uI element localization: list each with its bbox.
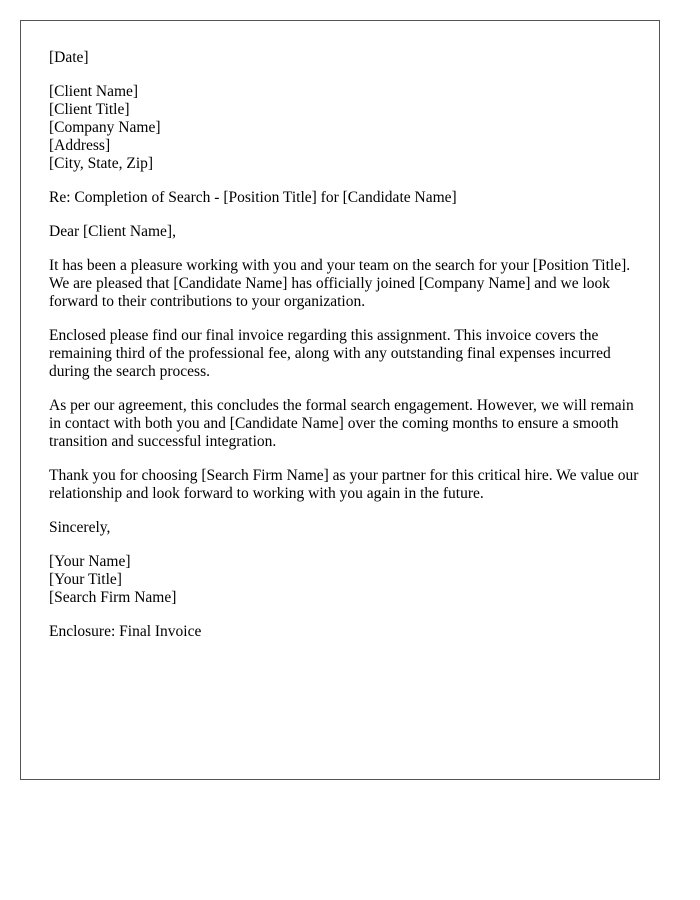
paragraph-1: It has been a pleasure working with you and your team on the search for your [Position Title]. We are pleased that [Candidate Name] has officially joined [Company Name] and we look forward to their contributions to your organization. <box>49 257 631 310</box>
date: [Date] <box>49 49 89 66</box>
subject: Re: Completion of Search - [Position Title] for [Candidate Name] <box>49 189 457 206</box>
closing-line <box>49 519 639 537</box>
recipient-name: [Client Name] <box>49 83 139 100</box>
paragraph-4: Thank you for choosing [Search Firm Name] as your partner for this critical hire. We value our relationship and look forward to working with you again in the future. <box>49 467 639 502</box>
recipient-city-state-zip: [City, State, Zip] <box>49 155 154 172</box>
salutation: Dear [Client Name], <box>49 223 176 240</box>
enclosure: Enclosure: Final Invoice <box>49 623 202 640</box>
recipient-company: [Company Name] <box>49 119 161 136</box>
salutation-line <box>49 223 639 241</box>
recipient-title: [Client Title] <box>49 101 130 118</box>
enclosure-line <box>49 623 639 641</box>
closing: Sincerely, <box>49 519 111 536</box>
signature-block <box>49 553 639 607</box>
recipient-address: [Address] <box>49 137 111 154</box>
signature-firm: [Search Firm Name] <box>49 589 177 606</box>
date-line <box>49 49 639 67</box>
letter-body <box>49 49 639 657</box>
signature-title: [Your Title] <box>49 571 122 588</box>
signature-name: [Your Name] <box>49 553 131 570</box>
letter-page <box>20 20 660 780</box>
paragraph-2: Enclosed please find our final invoice regarding this assignment. This invoice covers the remaining third of the professional fee, along with any outstanding final expenses incurred during the search process. <box>49 327 611 380</box>
recipient-address-block <box>49 83 639 173</box>
subject-line <box>49 189 639 207</box>
paragraph-3: As per our agreement, this concludes the formal search engagement. However, we will remain in contact with both you and [Candidate Name] over the coming months to ensure a smooth transition and successful integration. <box>49 397 634 450</box>
